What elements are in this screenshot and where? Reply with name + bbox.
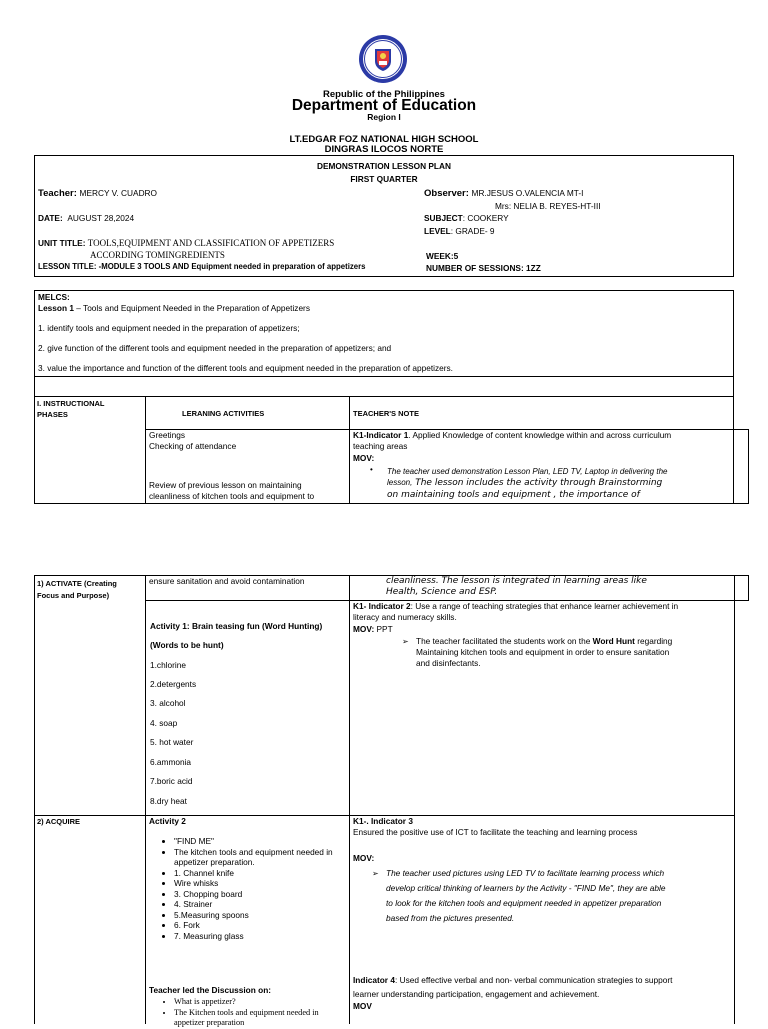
word-hunt-text-d: Maintaining kitchen tools and equipment in order to ensure sanitation	[416, 647, 670, 657]
school-name: LT.EDGAR FOZ NATIONAL HIGH SCHOOL	[289, 134, 479, 145]
deped-seal	[358, 34, 408, 84]
k1i3-label: K1-. Indicator 3	[353, 816, 413, 826]
subject-value: : COOKERY	[462, 213, 509, 223]
activate-phase-line-1: 1) ACTIVATE (Creating	[37, 579, 117, 588]
activity-1-title: Activity 1: Brain teasing fun (Word Hunting)	[150, 621, 323, 631]
activity-greetings: Greetings	[149, 430, 185, 440]
phases-header-line-1: I. INSTRUCTIONAL	[37, 399, 105, 408]
activities-header: LERANING ACTIVITIES	[182, 409, 265, 418]
word-item: 1.chlorine	[150, 660, 186, 670]
note-k1-indicator-1	[353, 430, 743, 452]
subject-field	[424, 213, 509, 224]
bullet-icon: •	[370, 465, 373, 474]
note-bullet-1-a: The teacher used demonstration Lesson Plan, LED TV, Laptop in delivering the	[387, 467, 668, 476]
word-hunt-note	[400, 636, 730, 669]
i4-text-1: : Used effective verbal and non- verbal communication strategies to support	[394, 975, 673, 985]
level-value: : GRADE- 9	[450, 226, 495, 236]
phases-header-line-2: PHASES	[37, 410, 68, 419]
melcs-lesson-text: – Tools and Equipment Needed in the Preparation of Appetizers	[73, 303, 310, 313]
arrow-bullet-item	[386, 866, 730, 926]
melcs-objective-1: 1. identify tools and equipment needed in the preparation of appetizers;	[38, 323, 300, 333]
mov-3-text-2: develop critical thinking of learners by the Activity - "FIND Me", they are able	[386, 883, 666, 893]
seal-icon	[358, 34, 408, 84]
list-item: • Wire whisks	[174, 878, 346, 889]
unit-title-field	[38, 238, 334, 249]
list-item: • 7. Measuring glass	[174, 931, 346, 942]
teacher-field	[38, 188, 157, 199]
note-k1-text-2: teaching areas	[353, 441, 408, 451]
list-item: • 1. Channel knife	[174, 868, 346, 879]
word-hunt-text-e: and disinfectants.	[416, 658, 481, 668]
i4-label: Indicator 4	[353, 975, 395, 985]
note-continuation-line-1: cleanliness. The lesson is integrated in learning areas like	[386, 576, 647, 586]
k1i3-text: Ensured the positive use of ICT to facilitate the teaching and learning process	[353, 827, 638, 837]
activity-1-subtitle: (Words to be hunt)	[150, 640, 224, 650]
word-item: 7.boric acid	[150, 776, 193, 786]
k1i2-label: K1- Indicator 2	[353, 601, 411, 611]
k1i2-text-1: : Use a range of teaching strategies that enhance learner achievement in	[410, 601, 679, 611]
school-location: DINGRAS ILOCOS NORTE	[324, 144, 444, 155]
unit-title-line-2: ACCORDING TOMINGREDIENTS	[90, 250, 225, 260]
list-item: • 5.Measuring spoons	[174, 910, 346, 921]
observer-value-1: MR.JESUS O.VALENCIA MT-I	[471, 188, 584, 198]
date-label: DATE:	[38, 213, 63, 223]
activity-cell-intro	[149, 430, 236, 452]
note-continuation-line-2: Health, Science and ESP.	[386, 586, 498, 597]
mov-3-text-3: to look for the kitchen tools and equipment needed in appetizer preparation	[386, 898, 662, 908]
word-item: 2.detergents	[150, 679, 197, 689]
department-title: Department of Education	[291, 97, 477, 114]
melcs-lesson-label: Lesson 1	[38, 303, 74, 313]
k1i2-text-2: literacy and numeracy skills.	[353, 612, 457, 622]
word-item: 4. soap	[150, 718, 178, 728]
mov-3-note	[370, 866, 730, 926]
list-item: • 6. Fork	[174, 920, 346, 931]
activity-attendance: Checking of attendance	[149, 441, 237, 451]
melcs-objective-2: 2. give function of the different tools and equipment needed in the preparation of appetizers; and	[38, 343, 392, 353]
activity-2-title: Activity 2	[149, 816, 186, 826]
note-k1-text-1: . Applied Knowledge of content knowledge within and across curriculum	[408, 430, 672, 440]
republic-text: Republic of the Philippines	[323, 89, 445, 100]
region-text: Region I	[367, 112, 401, 122]
word-item: 6.ammonia	[150, 757, 192, 767]
activate-phase	[37, 578, 117, 602]
list-item: • "FIND ME"	[174, 836, 346, 847]
word-hunt-text-a: The teacher facilitated the students work on the	[416, 636, 593, 646]
observer-value-2: Mrs: NELIA B. REYES-HT-III	[495, 201, 601, 211]
sessions-text: NUMBER OF SESSIONS: 1ZZ	[426, 263, 541, 273]
activity-2-list	[150, 836, 346, 941]
list-item: • 4. Strainer	[174, 899, 346, 910]
lesson-title: LESSON TITLE: -MODULE 3 TOOLS AND Equipment needed in preparation of appetizers	[38, 262, 366, 271]
activity-continuation: ensure sanitation and avoid contamination	[149, 576, 305, 586]
list-item: • The Kitchen tools and equipment needed in appetizer preparation	[174, 1008, 346, 1029]
melcs-lesson	[38, 303, 310, 314]
activity-review	[149, 480, 314, 502]
observer-label: Observer:	[424, 188, 469, 199]
note-continuation	[386, 576, 647, 597]
note-bullet-1-c: The lesson includes the activity through Brainstorming	[412, 478, 663, 488]
activity-review-line-2: cleanliness of kitchen tools and equipment to	[149, 491, 315, 501]
list-item: • What is appetizer?	[174, 997, 346, 1008]
mov-4-label: MOV	[353, 1001, 372, 1011]
word-hunt-text-c: regarding	[634, 636, 673, 646]
plan-quarter: FIRST QUARTER	[350, 174, 418, 184]
note-indicator-4	[353, 973, 731, 1001]
acquire-phase: 2) ACQUIRE	[37, 817, 81, 826]
activity-review-line-1: Review of previous lesson on maintaining	[149, 480, 302, 490]
melcs-objective-3: 3. value the importance and function of the different tools and equipment needed in the preparation of appetizers.	[38, 363, 453, 373]
level-label: LEVEL	[424, 226, 451, 236]
mov-3-text-4: based from the pictures presented.	[386, 913, 515, 923]
list-item: • 3. Chopping board	[174, 889, 346, 900]
mov-2-label: MOV:	[353, 624, 375, 634]
i4-text-2: learner understanding participation, engagement and achievement.	[353, 989, 600, 999]
note-bullet-1-b: lesson,	[387, 478, 413, 487]
teachers-note-header: TEACHER'S NOTE	[353, 409, 419, 418]
mov-3-text-1: The teacher used pictures using LED TV to facilitate learning process which	[386, 868, 665, 878]
teacher-label: Teacher:	[38, 188, 77, 199]
unit-title-line-1: TOOLS,EQUIPMENT AND CLASSIFICATION OF APPETIZERS	[87, 238, 335, 248]
word-item: 3. alcohol	[150, 698, 186, 708]
week-text: WEEK:5	[426, 251, 459, 261]
teacher-value: MERCY V. CUADRO	[79, 188, 158, 198]
word-item: 8.dry heat	[150, 796, 187, 806]
note-k1-label: K1-Indicator 1	[353, 430, 409, 440]
list-item: • The kitchen tools and equipment needed in appetizer preparation.	[174, 847, 346, 868]
note-bullet-1-d: on maintaining tools and equipment , the importance of	[387, 490, 640, 500]
word-hunt-text-b: Word Hunt	[592, 636, 635, 646]
date-value: AUGUST 28,2024	[67, 213, 135, 223]
note-k1-indicator-3	[353, 816, 731, 838]
mov-3-label: MOV:	[353, 853, 375, 863]
plan-title: DEMONSTRATION LESSON PLAN	[317, 161, 451, 171]
mov-2-text: PPT	[374, 624, 393, 634]
level-field	[424, 226, 495, 237]
mov-2	[353, 624, 393, 635]
phases-header	[37, 398, 105, 420]
arrow-bullet-item	[416, 636, 730, 669]
date-field	[38, 213, 134, 224]
note-mov-label: MOV:	[353, 453, 375, 463]
observer-field	[424, 188, 583, 199]
subject-label: SUBJECT	[424, 213, 463, 223]
melcs-label: MELCS:	[38, 292, 70, 302]
note-k1-indicator-2	[353, 601, 731, 623]
discussion-title: Teacher led the Discussion on:	[149, 985, 272, 995]
activate-phase-line-2: Focus and Purpose)	[37, 591, 110, 600]
word-item: 5. hot water	[150, 737, 194, 747]
unit-title-label: UNIT TITLE:	[38, 238, 86, 248]
note-bullet-1	[387, 466, 737, 501]
